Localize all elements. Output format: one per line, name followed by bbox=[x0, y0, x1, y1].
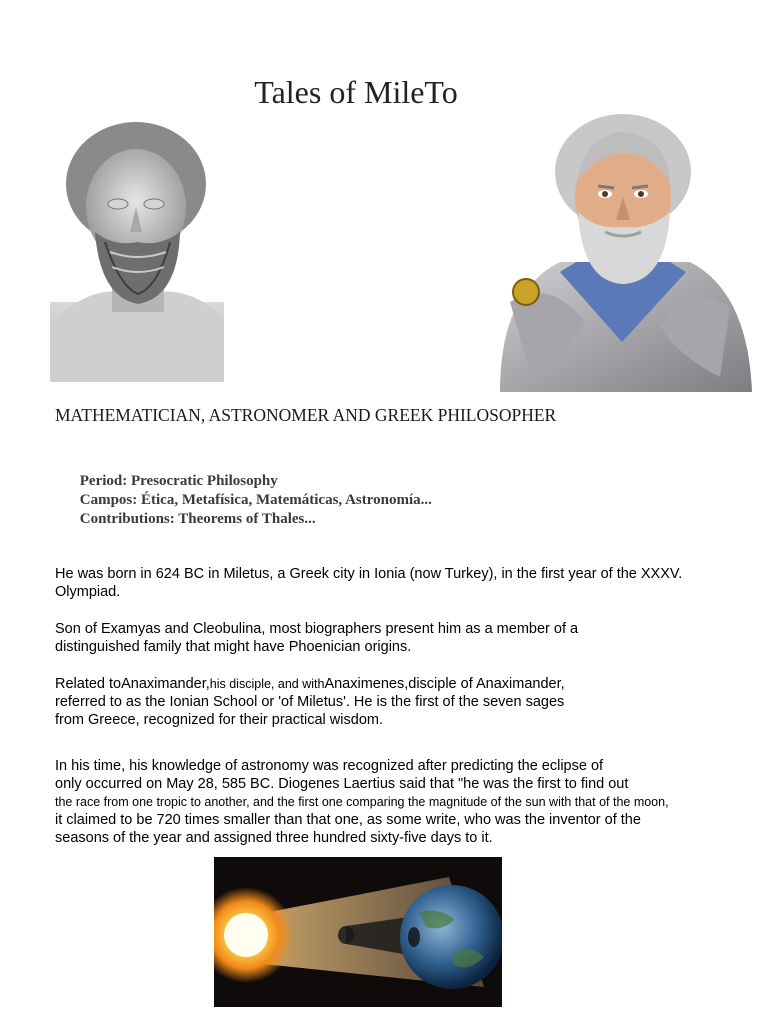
bullet-empty bbox=[64, 529, 744, 548]
paragraph-ionian-school: Related toAnaximander,his disciple, and withAnaximenes,disciple of Anaximander, referred to as the Ionian School or 'of Miletus'. He is the first of the seven sages from Greece, recognized for their practical wisdom. bbox=[55, 676, 565, 728]
solar-eclipse-image bbox=[214, 857, 502, 1007]
bullet-contributions: Contributions: Theorems of Thales... bbox=[79, 511, 316, 527]
info-bullet-list bbox=[64, 472, 744, 548]
document-subtitle: MATHEMATICIAN, ASTRONOMER AND GREEK PHILOSOPHER bbox=[55, 405, 557, 425]
bullet-fields: Campos: Ética, Metafísica, Matemáticas, Astronomía... bbox=[79, 492, 432, 508]
paragraph-birth: He was born in 624 BC in Miletus, a Greek city in Ionia (now Turkey), in the first year of the XXXV. Olympiad. bbox=[55, 566, 683, 600]
thales-bust-image bbox=[50, 112, 224, 382]
bullet-period: Period: Presocratic Philosophy bbox=[79, 473, 278, 489]
document-title: Tales of MileTo bbox=[254, 74, 458, 110]
paragraph-astronomy: In his time, his knowledge of astronomy was recognized after predicting the eclipse of only occurred on May 28, 585 BC. Diogenes Laertius said that "he was the first to find out the race from one tropic to another, and the first one comparing the magnitude of the sun with that of the moon, it claimed to be 720 times smaller than that one, as some write, who was the inventor of the seasons of the year and assigned three hundred sixty-five days to it. bbox=[55, 758, 669, 846]
philosopher-portrait-image bbox=[490, 112, 756, 392]
paragraph-family: Son of Examyas and Cleobulina, most biographers present him as a member of a distinguished family that might have Phoenician origins. bbox=[55, 621, 579, 655]
